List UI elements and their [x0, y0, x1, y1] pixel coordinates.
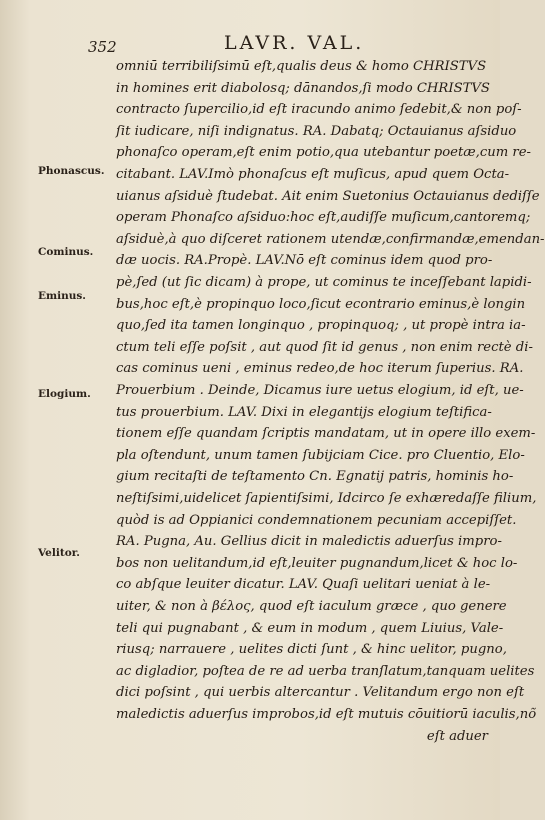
margin-note-cominus: Cominus.	[38, 246, 94, 258]
margin-notes	[0, 0, 110, 820]
text-line: RA. Pugna, Au. Gellius dicit in maledictis aduerſus impro-	[116, 534, 502, 550]
text-line: Prouerbium . Deinde, Dicamus iure uetus elogium, id eſt, ue-	[116, 383, 524, 398]
text-line: bos non uelitandum,id eſt,leuiter pugnandum,licet & hoc lo-	[116, 555, 518, 571]
text-line: aſsiduè,à quo diſceret rationem utendæ,confirmandæ,emendan-	[116, 231, 545, 247]
text-line: eſt aduer	[426, 728, 488, 744]
text-line: uianus aſsiduè ſtudebat. Ait enim Suetonius Octauianus dediſſe	[116, 188, 540, 204]
text-line: riusq; narrauere , uelites dicti ſunt , & hinc uelitor, pugno,	[116, 642, 507, 658]
text-line: neſtiſsimi,uidelicet ſapientiſsimi, Idcirco ſe exhæredaſſe filium,	[116, 491, 537, 506]
text-line: bus,hoc eſt,è propinquo loco,ſicut econtrario eminus,è longin	[116, 296, 526, 312]
text-line: pla oſtendunt, unum tamen ſubijciam Cice. pro Cluentio, Elo-	[116, 447, 525, 463]
text-line: dæ uocis. RA.Propè. LAV.Nō eſt cominus idem quod pro-	[116, 253, 493, 269]
margin-note-eminus: Eminus.	[38, 290, 86, 302]
text-line: uiter, & non à βέλος, quod eſt iaculum græce , quo genere	[116, 599, 507, 614]
text-line: cas cominus ueni , eminus redeo,de hoc iterum ſuperius. RA.	[116, 361, 524, 377]
text-line: gium recitaſti de teſtamento Cn. Egnatij patris, hominis ho-	[116, 469, 514, 485]
text-line: maledictis aduerſus improbos,id eſt mutuis cōuitiorū iaculis,nõ	[116, 707, 537, 722]
text-line: ac digladior, poſtea de re ad uerba tranſlatum,tanquam uelites	[116, 663, 535, 679]
text-line: ſit iudicare, niſi indignatus. RA. Dabatq; Octauianus aſsiduo	[116, 123, 517, 139]
text-line: pè,ſed (ut ſic dicam) à prope, ut cominus te inceſſebant lapidi-	[116, 275, 532, 290]
text-line: in homines erit diabolosq; dānandos,ſi modo CHRISTVS	[116, 80, 490, 96]
margin-note-elogium: Elogium.	[38, 388, 91, 400]
text-line: teli qui pugnabant , & eum in modum , quem Liuius, Vale-	[116, 620, 504, 636]
text-line: contracto ſupercilio,id eſt iracundo animo ſedebit,& non poſ-	[116, 102, 522, 118]
text-line: operam Phonaſco aſsiduo:hoc eſt,audiſſe muſicum,cantoremq;	[116, 210, 531, 226]
page-number: 352	[88, 38, 117, 56]
text-line: dici poſsint , qui uerbis altercantur . Velitandum ergo non eſt	[116, 685, 525, 701]
text-line: quo,ſed ita tamen longinquo , propinquoq; , ut propè intra ia-	[116, 318, 526, 334]
running-head: LAVR. VAL.	[224, 32, 365, 54]
body-text	[116, 56, 545, 746]
text-line: tus prouerbium. LAV. Dixi in elegantijs elogium teſtifica-	[116, 404, 492, 420]
margin-note-phonascus: Phonascus.	[38, 165, 105, 177]
text-line: citabant. LAV.Imò phonaſcus eſt muſicus, apud quem Octa-	[116, 167, 510, 182]
margin-note-velitor: Velitor.	[38, 547, 80, 559]
text-line: tionem eſſe quandam ſcriptis mandatam, ut in opere illo exem-	[116, 426, 536, 442]
text-line: co abſque leuiter dicatur. LAV. Quaſi uelitari ueniat à le-	[116, 577, 491, 593]
text-line: omniū terribiliſsimū eſt,qualis deus & homo CHRISTVS	[116, 59, 487, 74]
text-line: quòd is ad Oppianici condemnationem pecuniam accepiſſet.	[116, 512, 517, 528]
text-line: ctum teli eſſe poſsit , aut quod ſit id genus , non enim rectè di-	[116, 339, 533, 355]
text-line: phonaſco operam,eſt enim potio,qua utebantur poetæ,cum re-	[116, 145, 531, 161]
